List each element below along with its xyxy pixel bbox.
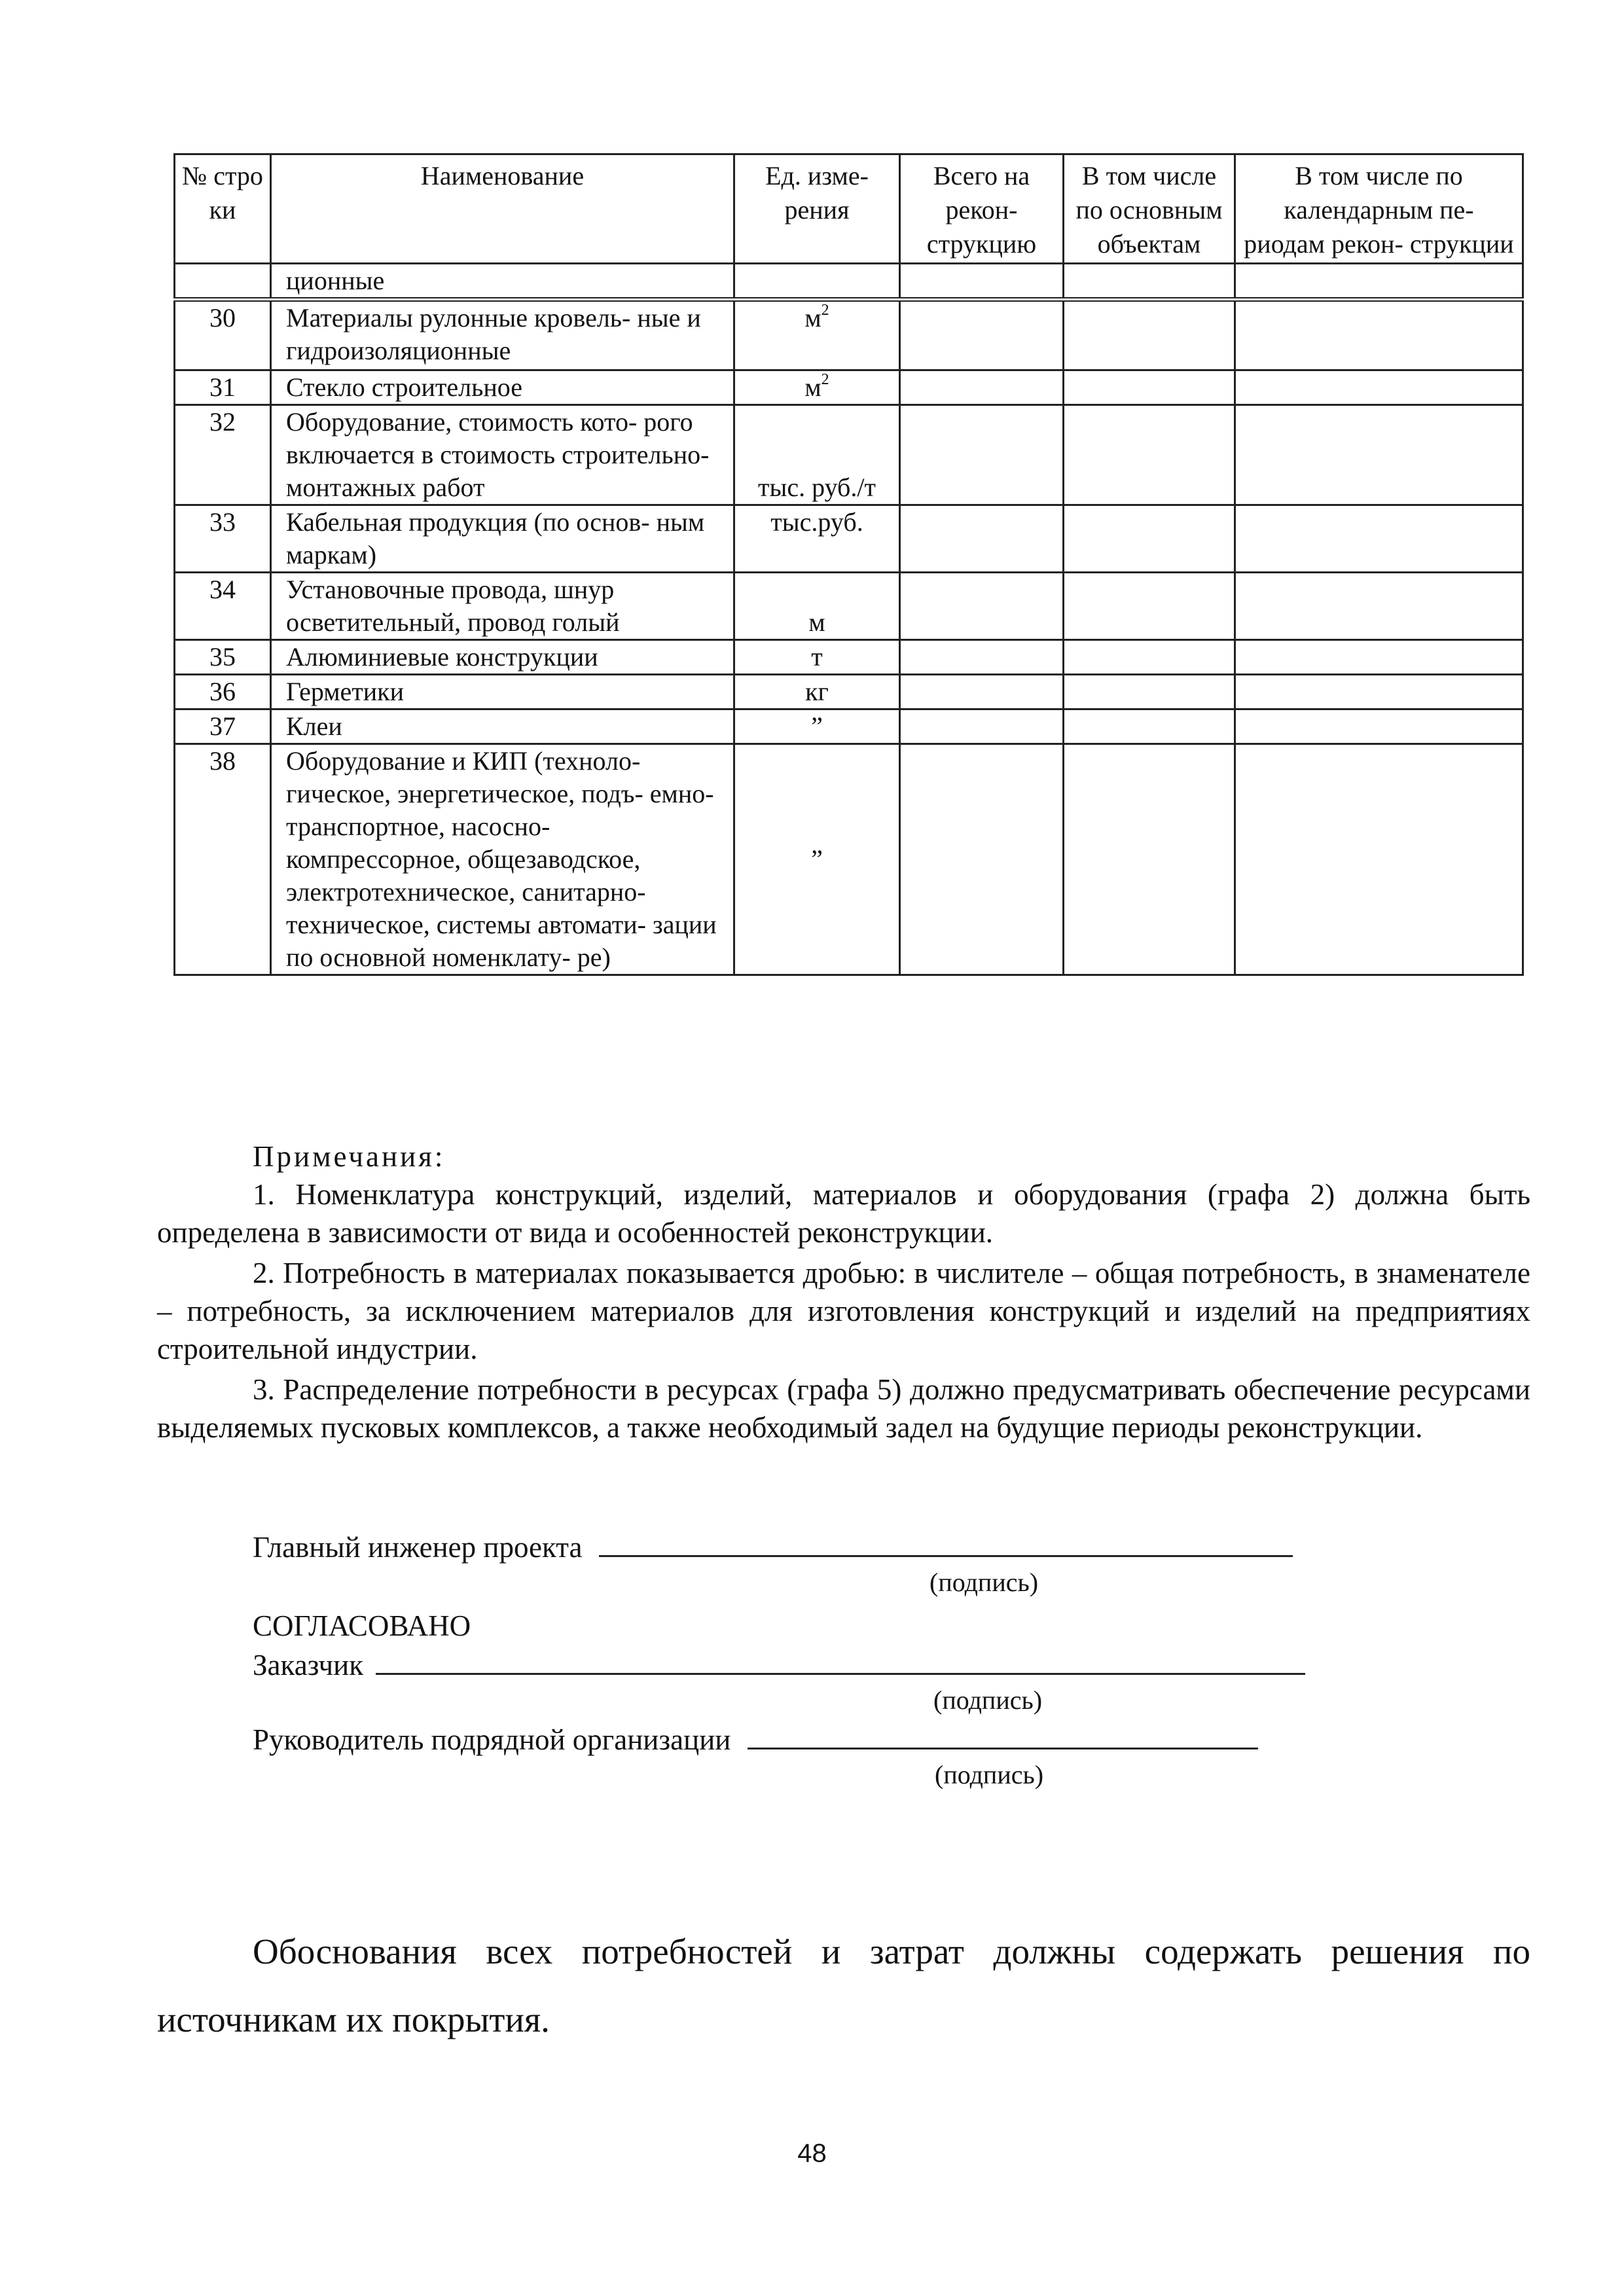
- table-header-row: [175, 154, 1523, 264]
- row-name: Стекло строительное: [271, 370, 734, 405]
- row-number: 35: [175, 640, 271, 675]
- row-number: 31: [175, 370, 271, 405]
- table-row: [175, 405, 1523, 505]
- approved-label: СОГЛАСОВАНО: [253, 1609, 471, 1642]
- row-number: 34: [175, 573, 271, 640]
- row-unit: ”: [734, 709, 900, 744]
- notes-heading: Примечания:: [253, 1140, 446, 1173]
- customer-signature: [253, 1644, 1305, 1683]
- row-unit: т: [734, 640, 900, 675]
- signature-caption: (подпись): [929, 1568, 1039, 1597]
- note-item: 2. Потребность в материалах показывается дробью: в числителе – общая потребность, в знаменателе – потребность, за исключением материалов для изготовления конструкций и изделий на предприятиях строительной индустрии.: [157, 1257, 1530, 1365]
- table-row: [175, 573, 1523, 640]
- signature-caption: (подпись): [933, 1685, 1043, 1715]
- note-item: 1. Номенклатура конструкций, изделий, материалов и оборудования (графа 2) должна быть определена в зависимости от вида и особенностей реконструкции.: [157, 1178, 1530, 1249]
- signature-line[interactable]: [748, 1719, 1258, 1749]
- row-unit: $м^2$: [734, 300, 900, 370]
- closing-text: Обоснования всех потребностей и затрат должны содержать решения по источникам их покрытия.: [157, 1931, 1530, 2039]
- chief-engineer-label: Главный инженер проекта: [253, 1531, 583, 1564]
- note-item: 3. Распределение потребности в ресурсах (графа 5) должно предусматривать обеспечение ресурсами выделяемых пусковых комплексов, а также необходимый задел на будущие периоды реконструкции.: [157, 1373, 1530, 1444]
- row-name: Кабельная продукция (по основ- ным маркам): [271, 505, 734, 573]
- table-row: [175, 370, 1523, 405]
- table-row: [175, 675, 1523, 709]
- row-name: Оборудование, стоимость кото- рого включается в стоимость строительно-монтажных работ: [271, 405, 734, 505]
- signature-line[interactable]: [599, 1526, 1293, 1557]
- closing-paragraph: [157, 1918, 1530, 2054]
- header-total: Всего на рекон- струкцию: [900, 154, 1064, 264]
- row-unit: м: [734, 573, 900, 640]
- row-unit: ”: [734, 744, 900, 975]
- row-number: 36: [175, 675, 271, 709]
- row-unit: тыс. руб./т: [734, 405, 900, 505]
- header-main-objects: В том числе по основным объектам: [1064, 154, 1235, 264]
- contractor-label: Руководитель подрядной организации: [253, 1723, 731, 1756]
- row-unit: кг: [734, 675, 900, 709]
- header-periods: В том числе по календарным пе- риодам рекон- струкции: [1235, 154, 1523, 264]
- row-name: Клеи: [271, 709, 734, 744]
- header-line-number: № стро ки: [175, 154, 271, 264]
- row-number: 33: [175, 505, 271, 573]
- resource-table: [173, 153, 1524, 976]
- continuation-text: ционные: [271, 264, 734, 300]
- row-unit: тыс.руб.: [734, 505, 900, 573]
- header-name: Наименование: [271, 154, 734, 264]
- customer-label: Заказчик: [253, 1649, 364, 1681]
- row-number: 37: [175, 709, 271, 744]
- row-number: 38: [175, 744, 271, 975]
- header-unit: Ед. изме- рения: [734, 154, 900, 264]
- table-row: [175, 300, 1523, 370]
- row-name: Герметики: [271, 675, 734, 709]
- contractor-signature: [253, 1719, 1258, 1758]
- signature-line[interactable]: [376, 1644, 1305, 1675]
- table-row-continuation: [175, 264, 1523, 300]
- notes-section: [157, 1138, 1530, 1446]
- table-row: [175, 640, 1523, 675]
- row-unit: $м^2$: [734, 370, 900, 405]
- table-row: [175, 505, 1523, 573]
- row-number: 30: [175, 300, 271, 370]
- row-name: Материалы рулонные кровель- ные и гидроизоляционные: [271, 300, 734, 370]
- chief-engineer-signature: [253, 1526, 1293, 1566]
- row-number: 32: [175, 405, 271, 505]
- row-name: Установочные провода, шнур осветительный, провод голый: [271, 573, 734, 640]
- row-name: Алюминиевые конструкции: [271, 640, 734, 675]
- table-row: [175, 709, 1523, 744]
- table-row: [175, 744, 1523, 975]
- signature-caption: (подпись): [935, 1760, 1044, 1789]
- page-number: 48: [797, 2139, 827, 2168]
- row-name: Оборудование и КИП (техноло- гическое, энергетическое, подъ- емно-транспортное, насосно- компрессорное, общезаводское, электротехническое, санитарно- техническое, системы автомати- зации по основной номенклату- ре): [271, 744, 734, 975]
